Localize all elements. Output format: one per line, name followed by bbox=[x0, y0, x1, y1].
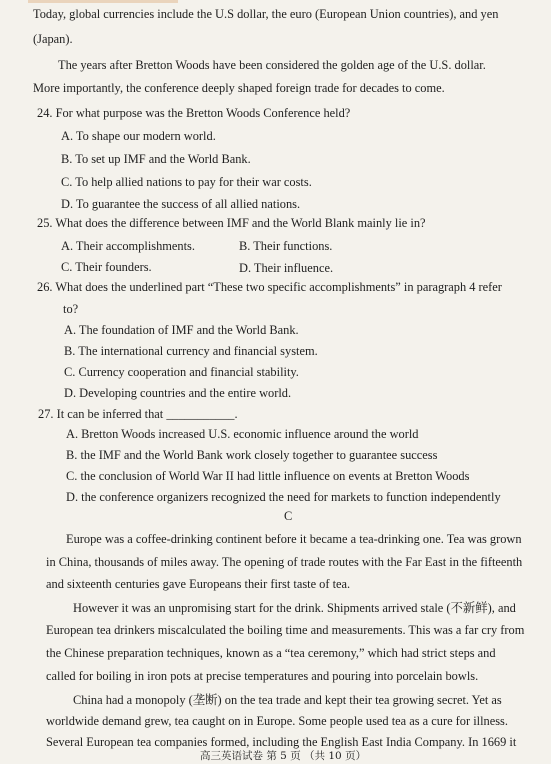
question-27-option-a: A. Bretton Woods increased U.S. economic influence around the world bbox=[66, 427, 419, 441]
page-footer: 高三英语试卷 第 5 页 （共 10 页） bbox=[200, 750, 367, 762]
question-26-option-c: C. Currency cooperation and financial stability. bbox=[64, 365, 299, 379]
passage-line: However it was an unpromising start for the drink. Shipments arrived stale (不新鲜), and bbox=[73, 601, 516, 615]
passage-line: Several European tea companies formed, including the English East India Company. In 1669 it bbox=[46, 735, 517, 749]
question-27-option-c: C. the conclusion of World War II had little influence on events at Bretton Woods bbox=[66, 469, 470, 483]
question-25-option-d: D. Their influence. bbox=[239, 261, 334, 275]
question-27-option-b: B. the IMF and the World Bank work closely together to guarantee success bbox=[66, 448, 438, 462]
passage-line: Europe was a coffee-drinking continent before it became a tea-drinking one. Tea was grown bbox=[66, 532, 522, 546]
passage-line: worldwide demand grew, tea caught on in Europe. Some people used tea as a cure for illness. bbox=[46, 714, 508, 728]
top-edge-mark bbox=[28, 0, 178, 3]
question-24-option-a: A. To shape our modern world. bbox=[61, 129, 216, 143]
question-26-stem-cont: to? bbox=[63, 302, 79, 316]
passage-line: China had a monopoly (垄断) on the tea trade and kept their tea growing secret. Yet as bbox=[73, 693, 502, 707]
question-27-option-d: D. the conference organizers recognized the need for markets to function independently bbox=[66, 490, 501, 504]
question-25-option-a: A. Their accomplishments. bbox=[61, 239, 195, 253]
passage-line: European tea drinkers miscalculated the boiling time and measurements. This was a far cry from bbox=[46, 623, 525, 637]
passage-line: the Chinese preparation techniques, known as a “tea ceremony,” which had strict steps and bbox=[46, 646, 496, 660]
question-25-stem: 25. What does the difference between IMF and the World Blank mainly lie in? bbox=[37, 216, 426, 230]
question-26-option-d: D. Developing countries and the entire world. bbox=[64, 386, 292, 400]
question-25-option-c: C. Their founders. bbox=[61, 260, 152, 274]
passage-line: and sixteenth centuries gave Europeans their first taste of tea. bbox=[46, 577, 351, 591]
question-24-option-c: C. To help allied nations to pay for their war costs. bbox=[61, 175, 312, 189]
passage-line: called for boiling in iron pots at precise temperatures and pouring into porcelain bowls. bbox=[46, 669, 479, 683]
question-26-stem: 26. What does the underlined part “These two specific accomplishments” in paragraph 4 refer bbox=[37, 280, 502, 294]
question-27-stem: 27. It can be inferred that ___________. bbox=[38, 407, 238, 421]
passage-line: (Japan). bbox=[33, 32, 73, 46]
passage-line: in China, thousands of miles away. The opening of trade routes with the Far East in the fifteenth bbox=[46, 555, 523, 569]
question-25-option-b: B. Their functions. bbox=[239, 239, 333, 253]
section-heading: C bbox=[284, 509, 293, 523]
question-24-option-d: D. To guarantee the success of all allied nations. bbox=[61, 197, 301, 211]
question-24-option-b: B. To set up IMF and the World Bank. bbox=[61, 152, 251, 166]
question-26-option-b: B. The international currency and financial system. bbox=[64, 344, 318, 358]
question-26-option-a: A. The foundation of IMF and the World Bank. bbox=[64, 323, 299, 337]
passage-line: The years after Bretton Woods have been considered the golden age of the U.S. dollar. bbox=[58, 58, 486, 72]
passage-line: More importantly, the conference deeply shaped foreign trade for decades to come. bbox=[33, 81, 445, 95]
passage-line: Today, global currencies include the U.S dollar, the euro (European Union countries), and yen bbox=[33, 7, 499, 21]
question-24-stem: 24. For what purpose was the Bretton Woods Conference held? bbox=[37, 106, 351, 120]
